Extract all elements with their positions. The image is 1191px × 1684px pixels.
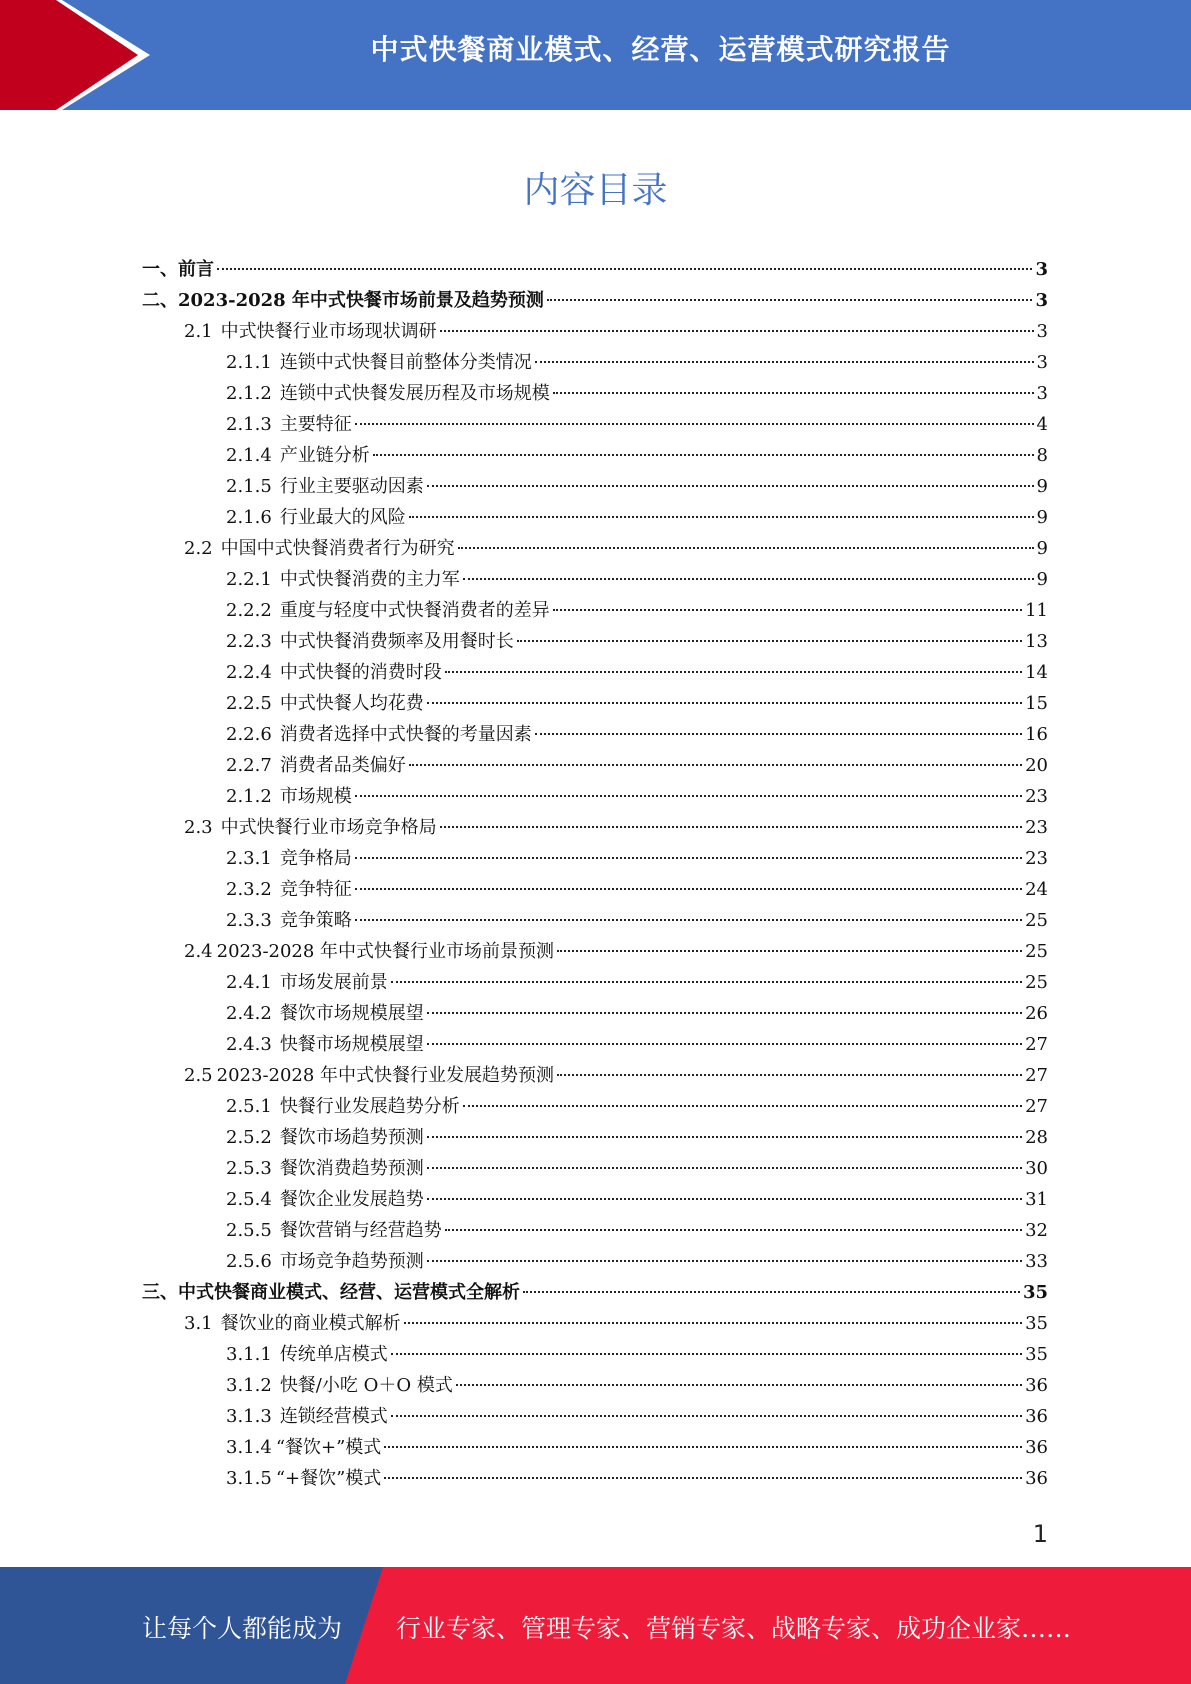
- toc-entry-title: 中国中式快餐消费者行为研究: [220, 538, 455, 559]
- toc-entry-title: 竞争格局: [279, 848, 352, 869]
- toc-dot-leader: [517, 640, 1022, 642]
- toc-entry-title: 中式快餐商业模式、经营、运营模式全解析: [178, 1282, 520, 1303]
- toc-entry-number: 3.1.4: [226, 1437, 272, 1458]
- toc-entry-title: 市场发展前景: [279, 972, 388, 993]
- toc-dot-leader: [355, 919, 1022, 921]
- toc-entry-title: 中式快餐的消费时段: [279, 662, 442, 683]
- toc-entry[interactable]: [226, 471, 1048, 502]
- toc-entry-title: 前言: [178, 259, 214, 280]
- toc-entry-number: 2.5.1: [226, 1096, 272, 1117]
- toc-dot-leader: [553, 609, 1022, 611]
- toc-entry-page: 27: [1025, 1034, 1048, 1055]
- toc-entry-page: 3: [1036, 352, 1048, 373]
- toc-entry-title: 餐饮企业发展趋势: [279, 1189, 424, 1210]
- toc-entry-page: 24: [1025, 879, 1048, 900]
- toc-entry[interactable]: [226, 440, 1048, 471]
- toc-entry-page: 8: [1036, 445, 1048, 466]
- toc-entry-page: 11: [1025, 600, 1048, 621]
- toc-entry-page: 9: [1036, 476, 1048, 497]
- toc-dot-leader: [384, 1477, 1022, 1479]
- toc-entry-page: 31: [1025, 1189, 1048, 1210]
- toc-entry-title: 快餐行业发展趋势分析: [279, 1096, 460, 1117]
- toc-entry-page: 3: [1035, 259, 1048, 280]
- toc-entry-title: 快餐市场规模展望: [279, 1034, 424, 1055]
- toc-entry[interactable]: [226, 409, 1048, 440]
- toc-dot-leader: [355, 795, 1022, 797]
- toc-dot-leader: [427, 702, 1022, 704]
- toc-entry[interactable]: [184, 533, 1048, 564]
- toc-entry-number: 2.3.3: [226, 910, 272, 931]
- toc-entry[interactable]: [226, 719, 1048, 750]
- toc-entry[interactable]: [184, 1060, 1048, 1091]
- toc-entry-number: 3.1.3: [226, 1406, 272, 1427]
- toc-entry-number: 2.4.3: [226, 1034, 272, 1055]
- page-number: 1: [1032, 1520, 1048, 1548]
- toc-entry-title: 快餐/小吃 O＋O 模式: [279, 1375, 453, 1396]
- toc-dot-leader: [456, 1384, 1022, 1386]
- toc-entry[interactable]: [226, 750, 1048, 781]
- toc-dot-leader: [553, 392, 1034, 394]
- toc-dot-leader: [355, 888, 1022, 890]
- toc-dot-leader: [355, 857, 1022, 859]
- toc-entry-page: 35: [1025, 1344, 1048, 1365]
- toc-dot-leader: [355, 423, 1034, 425]
- toc-entry[interactable]: [226, 905, 1048, 936]
- toc-entry[interactable]: [226, 502, 1048, 533]
- toc-entry-number: 2.1.3: [226, 414, 272, 435]
- toc-entry-number: 2.1.2: [226, 383, 272, 404]
- toc-entry-title: 竞争特征: [279, 879, 352, 900]
- toc-entry[interactable]: [226, 564, 1048, 595]
- toc-entry-title: “餐饮+”模式: [275, 1437, 382, 1458]
- toc-entry[interactable]: [226, 998, 1048, 1029]
- toc-dot-leader: [440, 826, 1022, 828]
- toc-entry-page: 4: [1036, 414, 1048, 435]
- footer-band: [0, 1567, 1191, 1684]
- toc-entry[interactable]: [226, 626, 1048, 657]
- toc-entry-number: 2.2.1: [226, 569, 272, 590]
- toc-dot-leader: [409, 516, 1034, 518]
- toc-entry-page: 9: [1036, 538, 1048, 559]
- toc-entry-number: 2.1.2: [226, 786, 272, 807]
- toc-entry[interactable]: [142, 1277, 1048, 1308]
- toc-entry-title: 2023-2028 年中式快餐行业市场前景预测: [216, 941, 555, 962]
- toc-entry-page: 27: [1025, 1096, 1048, 1117]
- toc-entry[interactable]: [226, 874, 1048, 905]
- toc-entry-title: 中式快餐人均花费: [279, 693, 424, 714]
- toc-entry[interactable]: [142, 285, 1048, 316]
- toc-entry-number: 2.3: [184, 817, 213, 838]
- toc-entry-number: 二、: [142, 290, 178, 311]
- toc-entry-number: 2.5: [184, 1065, 213, 1086]
- toc-entry-page: 9: [1036, 569, 1048, 590]
- toc-dot-leader: [427, 1012, 1022, 1014]
- toc-entry-number: 2.1.5: [226, 476, 272, 497]
- toc-entry-page: 16: [1025, 724, 1048, 745]
- toc-entry-title: 连锁中式快餐目前整体分类情况: [279, 352, 532, 373]
- toc-entry-number: 3.1: [184, 1313, 213, 1334]
- toc-dot-leader: [440, 330, 1034, 332]
- toc-entry-number: 2.5.6: [226, 1251, 272, 1272]
- toc-entry-number: 2.1.6: [226, 507, 272, 528]
- toc-dot-leader: [427, 1167, 1022, 1169]
- toc-entry-number: 一、: [142, 259, 178, 280]
- toc-entry-number: 2.4.1: [226, 972, 272, 993]
- toc-dot-leader: [445, 1229, 1022, 1231]
- toc-entry-title: 中式快餐行业市场竞争格局: [220, 817, 437, 838]
- toc-entry-page: 36: [1025, 1406, 1048, 1427]
- toc-entry[interactable]: [226, 347, 1048, 378]
- toc-entry-title: 消费者选择中式快餐的考量因素: [279, 724, 532, 745]
- toc-entry-page: 3: [1036, 321, 1048, 342]
- toc-entry-title: 中式快餐消费的主力军: [279, 569, 460, 590]
- toc-entry-number: 2.1.1: [226, 352, 272, 373]
- toc-entry[interactable]: [226, 1122, 1048, 1153]
- toc-entry-page: 23: [1025, 848, 1048, 869]
- toc-entry-number: 2.4: [184, 941, 213, 962]
- toc-entry-page: 28: [1025, 1127, 1048, 1148]
- toc-entry-number: 2.5.4: [226, 1189, 272, 1210]
- toc-entry-title: 2023-2028 年中式快餐市场前景及趋势预测: [178, 290, 544, 311]
- toc-entry-title: 中式快餐消费频率及用餐时长: [279, 631, 514, 652]
- toc-dot-leader: [217, 268, 1032, 270]
- toc-entry[interactable]: [226, 378, 1048, 409]
- toc-entry[interactable]: [184, 812, 1048, 843]
- toc-entry-title: 餐饮业的商业模式解析: [220, 1313, 401, 1334]
- toc-entry-title: 连锁中式快餐发展历程及市场规模: [279, 383, 550, 404]
- toc-entry-number: 2.5.3: [226, 1158, 272, 1179]
- toc-entry[interactable]: [226, 1215, 1048, 1246]
- toc-entry[interactable]: [226, 657, 1048, 688]
- toc-dot-leader: [384, 1446, 1022, 1448]
- toc-entry-title: 餐饮市场趋势预测: [279, 1127, 424, 1148]
- toc-entry-page: 20: [1025, 755, 1048, 776]
- toc-entry-title: 连锁经营模式: [279, 1406, 388, 1427]
- toc-entry-number: 2.3.1: [226, 848, 272, 869]
- toc-dot-leader: [463, 1105, 1022, 1107]
- toc-entry-number: 3.1.1: [226, 1344, 272, 1365]
- toc-entry[interactable]: [184, 936, 1048, 967]
- toc-entry-number: 2.4.2: [226, 1003, 272, 1024]
- toc-entry-page: 23: [1025, 817, 1048, 838]
- toc-entry-page: 35: [1025, 1313, 1048, 1334]
- toc-dot-leader: [535, 361, 1034, 363]
- toc-entry-page: 3: [1035, 290, 1048, 311]
- toc-dot-leader: [458, 547, 1034, 549]
- toc-entry-page: 25: [1025, 972, 1048, 993]
- toc-entry-number: 2.1: [184, 321, 213, 342]
- toc-entry-page: 26: [1025, 1003, 1048, 1024]
- toc-entry-number: 三、: [142, 1282, 178, 1303]
- toc-entry-number: 2.5.5: [226, 1220, 272, 1241]
- toc-entry-page: 25: [1025, 941, 1048, 962]
- toc-entry-page: 36: [1025, 1375, 1048, 1396]
- toc-entry-title: 市场规模: [279, 786, 352, 807]
- toc-entry-page: 3: [1036, 383, 1048, 404]
- toc-dot-leader: [427, 1043, 1022, 1045]
- toc-entry[interactable]: [226, 1246, 1048, 1277]
- toc-dot-leader: [547, 299, 1033, 301]
- toc-entry-title: “+餐饮”模式: [275, 1468, 382, 1489]
- toc-entry-number: 2.2.2: [226, 600, 272, 621]
- footer-slogan-left: 让每个人都能成为: [142, 1614, 343, 1643]
- toc-entry-number: 3.1.5: [226, 1468, 272, 1489]
- toc-entry-title: 中式快餐行业市场现状调研: [220, 321, 437, 342]
- toc-entry-number: 2.2.5: [226, 693, 272, 714]
- toc-entry-number: 2.1.4: [226, 445, 272, 466]
- toc-entry-page: 25: [1025, 910, 1048, 931]
- toc-entry-number: 2.2.3: [226, 631, 272, 652]
- toc-entry-number: 2.2.7: [226, 755, 272, 776]
- toc-heading: 内容目录: [523, 170, 668, 211]
- toc-entry-number: 2.2.6: [226, 724, 272, 745]
- toc-entry-title: 市场竞争趋势预测: [279, 1251, 424, 1272]
- toc-dot-leader: [535, 733, 1022, 735]
- toc-dot-leader: [427, 1198, 1022, 1200]
- toc-entry[interactable]: [226, 1091, 1048, 1122]
- footer-slogan-right: 行业专家、管理专家、营销专家、战略专家、成功企业家……: [396, 1614, 1072, 1643]
- toc-entry-number: 2.2.4: [226, 662, 272, 683]
- toc-dot-leader: [373, 454, 1034, 456]
- toc-entry[interactable]: [226, 1029, 1048, 1060]
- toc-entry-title: 竞争策略: [279, 910, 352, 931]
- toc-dot-leader: [523, 1291, 1020, 1293]
- header-arrow-icon: [0, 0, 160, 110]
- toc-entry-title: 2023-2028 年中式快餐行业发展趋势预测: [216, 1065, 555, 1086]
- toc-dot-leader: [391, 981, 1022, 983]
- toc-dot-leader: [445, 671, 1022, 673]
- toc-entry-page: 36: [1025, 1468, 1048, 1489]
- toc-entry[interactable]: [226, 843, 1048, 874]
- toc-entry[interactable]: [142, 254, 1048, 285]
- toc-dot-leader: [427, 1136, 1022, 1138]
- toc-entry-title: 传统单店模式: [279, 1344, 388, 1365]
- toc-entry-title: 行业最大的风险: [279, 507, 406, 528]
- toc-dot-leader: [557, 950, 1022, 952]
- toc-entry-title: 重度与轻度中式快餐消费者的差异: [279, 600, 550, 621]
- toc-entry-title: 餐饮市场规模展望: [279, 1003, 424, 1024]
- header-title: 中式快餐商业模式、经营、运营模式研究报告: [370, 33, 951, 66]
- toc-dot-leader: [391, 1415, 1022, 1417]
- toc-dot-leader: [409, 764, 1022, 766]
- toc-dot-leader: [404, 1322, 1022, 1324]
- toc-entry-page: 23: [1025, 786, 1048, 807]
- toc-dot-leader: [391, 1353, 1022, 1355]
- toc-entry[interactable]: [184, 1308, 1048, 1339]
- toc-entry-title: 主要特征: [279, 414, 352, 435]
- toc-entry[interactable]: [184, 316, 1048, 347]
- toc-entry-number: 2.3.2: [226, 879, 272, 900]
- toc-entry-page: 35: [1022, 1282, 1048, 1303]
- toc-dot-leader: [427, 1260, 1022, 1262]
- toc-dot-leader: [463, 578, 1034, 580]
- toc-entry-page: 15: [1025, 693, 1048, 714]
- toc-entry-page: 9: [1036, 507, 1048, 528]
- toc-entry-number: 2.2: [184, 538, 213, 559]
- toc-entry[interactable]: [226, 1184, 1048, 1215]
- toc-entry-page: 33: [1025, 1251, 1048, 1272]
- toc-entry-title: 消费者品类偏好: [279, 755, 406, 776]
- toc-entry[interactable]: [226, 967, 1048, 998]
- toc-entry[interactable]: [226, 1339, 1048, 1370]
- header-band: [0, 0, 1191, 110]
- toc-entry[interactable]: [226, 1401, 1048, 1432]
- toc-entry-page: 14: [1025, 662, 1048, 683]
- toc-entry[interactable]: [226, 595, 1048, 626]
- toc-entry-page: 30: [1025, 1158, 1048, 1179]
- toc-entry-title: 餐饮营销与经营趋势: [279, 1220, 442, 1241]
- toc-entry-number: 2.5.2: [226, 1127, 272, 1148]
- toc-entry-page: 36: [1025, 1437, 1048, 1458]
- toc-entry[interactable]: [226, 781, 1048, 812]
- toc-entry-page: 32: [1025, 1220, 1048, 1241]
- toc-dot-leader: [427, 485, 1034, 487]
- toc-entry[interactable]: [226, 1153, 1048, 1184]
- toc-entry[interactable]: [226, 688, 1048, 719]
- toc-entry-page: 13: [1025, 631, 1048, 652]
- toc-entry[interactable]: [226, 1370, 1048, 1401]
- toc-entry-number: 3.1.2: [226, 1375, 272, 1396]
- toc-entry-page: 27: [1025, 1065, 1048, 1086]
- toc-entry-title: 餐饮消费趋势预测: [279, 1158, 424, 1179]
- toc-entry-title: 产业链分析: [279, 445, 370, 466]
- toc-entry[interactable]: [226, 1432, 1048, 1463]
- toc-dot-leader: [557, 1074, 1022, 1076]
- toc-entry-title: 行业主要驱动因素: [279, 476, 424, 497]
- toc-entry[interactable]: [226, 1463, 1048, 1494]
